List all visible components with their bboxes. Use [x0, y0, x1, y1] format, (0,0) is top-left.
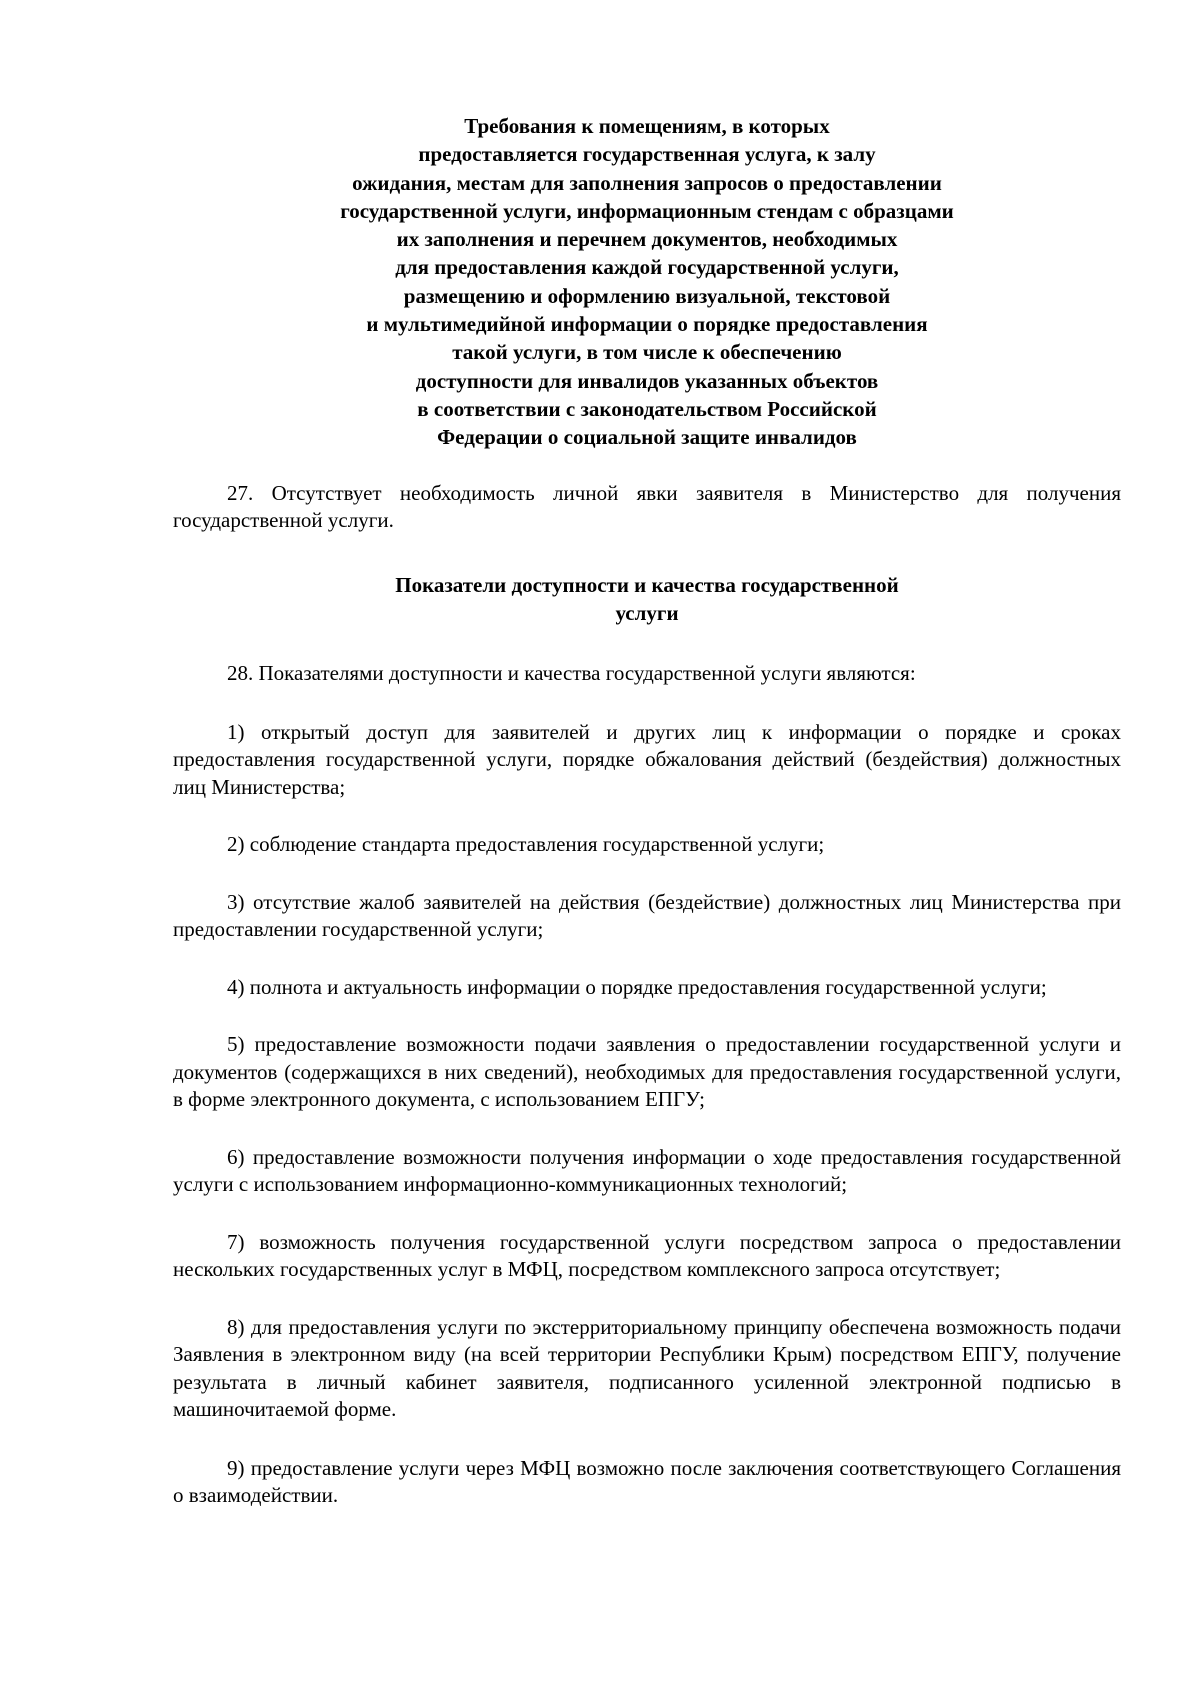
heading-line: в соответствии с законодательством Российской	[417, 396, 877, 421]
list-item-9: 9) предоставление услуги через МФЦ возможно после заключения соответствующего Соглашения о взаимодействии.	[173, 1455, 1121, 1508]
section-heading-premises-requirements	[173, 112, 1121, 452]
list-item-1: 1) открытый доступ для заявителей и других лиц к информации о порядке и сроках предоставления государственной услуги, порядке обжалования действий (бездействия) должностных лиц Министерства;	[173, 719, 1121, 799]
document-body	[173, 112, 1121, 1540]
heading-line: ожидания, местам для заполнения запросов о предоставлении	[352, 170, 942, 195]
heading-line: их заполнения и перечнем документов, необходимых	[396, 227, 898, 252]
list-item-8: 8) для предоставления услуги по экстерриториальному принципу обеспечена возможность подачи Заявления в электронном виду (на всей территории Республики Крым) посредством ЕПГУ, получение результата в личный кабинет заявителя, подписанного усиленной электронной подписью в машиночитаемой форме.	[173, 1314, 1121, 1422]
heading-line: государственной услуги, информационным стендам с образцами	[340, 198, 954, 223]
heading-line: Требования к помещениям, в которых	[464, 114, 830, 138]
list-item-2: 2) соблюдение стандарта предоставления государственной услуги;	[227, 832, 825, 857]
heading-line: доступности для инвалидов указанных объектов	[415, 368, 879, 393]
list-item-7: 7) возможность получения государственной услуги посредством запроса о предоставлении нескольких государственных услуг в МФЦ, посредством комплексного запроса отсутствует;	[173, 1229, 1121, 1282]
paragraph-27: 27. Отсутствует необходимость личной явки заявителя в Министерство для получения государственной услуги.	[173, 480, 1121, 533]
paragraph-28: 28. Показателями доступности и качества государственной услуги являются:	[227, 661, 916, 686]
heading-line: размещению и оформлению визуальной, текстовой	[403, 283, 891, 308]
heading-line: и мультимедийной информации о порядке предоставления	[366, 312, 928, 337]
heading-line: предоставляется государственная услуга, к залу	[418, 142, 876, 167]
list-item-6: 6) предоставление возможности получения информации о ходе предоставления государственной услуги с использованием информационно-коммуникационных технологий;	[173, 1144, 1121, 1197]
heading-line: Федерации о социальной защите инвалидов	[437, 425, 857, 450]
heading-line: услуги	[615, 600, 679, 625]
heading-line: Показатели доступности и качества государственной	[395, 572, 899, 597]
list-item-4: 4) полнота и актуальность информации о порядке предоставления государственной услуги;	[227, 974, 1047, 999]
section-heading-accessibility-indicators	[173, 571, 1121, 628]
list-item-5: 5) предоставление возможности подачи заявления о предоставлении государственной услуги и документов (содержащихся в них сведений), необходимых для предоставления государственной услуги, в форме электронного документа, с использованием ЕПГУ;	[173, 1032, 1121, 1112]
heading-line: для предоставления каждой государственной услуги,	[395, 255, 899, 280]
heading-line: такой услуги, в том числе к обеспечению	[452, 340, 842, 365]
list-item-3: 3) отсутствие жалоб заявителей на действия (бездействие) должностных лиц Министерства при предоставлении государственной услуги;	[173, 889, 1121, 942]
